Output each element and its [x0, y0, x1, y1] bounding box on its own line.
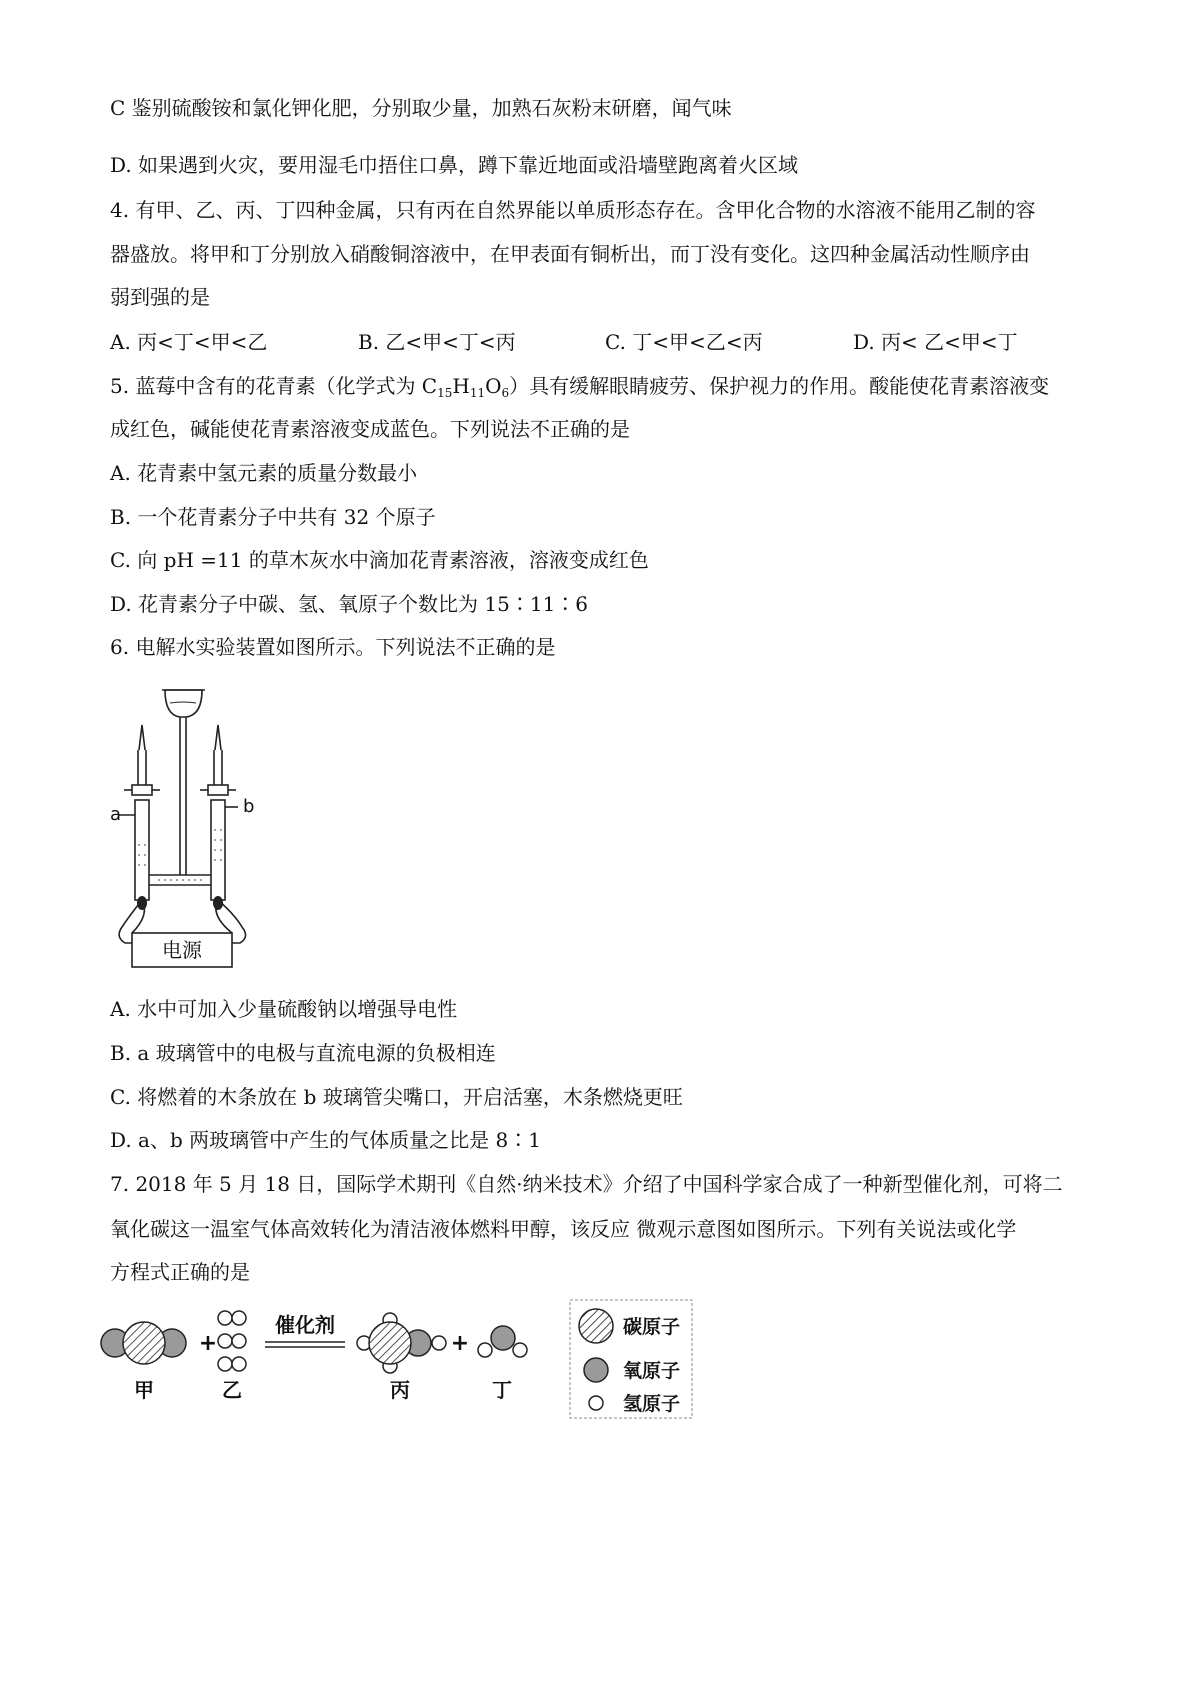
q7-stem-line2: 氧化碳这一温室气体高效转化为清洁液体燃料甲醇，该反应 微观示意图如图所示。下列有关说法或化学 — [110, 1217, 1017, 1241]
q4-option-a: A. 丙<丁<甲<乙 — [110, 330, 268, 354]
formula-h-count: 11 — [469, 386, 486, 400]
plus-sign-2: + — [450, 1331, 470, 1356]
q3-option-c: C 鉴别硫酸铵和氯化钾化肥，分别取少量，加熟石灰粉末研磨，闻气味 — [110, 96, 732, 120]
reaction-micro-diagram — [100, 1298, 700, 1423]
legend-hydrogen: 氢原子 — [623, 1393, 681, 1415]
q4-stem-line1: 4. 有甲、乙、丙、丁四种金属，只有丙在自然界能以单质形态存在。含甲化合物的水溶液不能用乙制的容 — [110, 198, 1036, 222]
q4-option-c: C. 丁<甲<乙<丙 — [605, 330, 763, 354]
oxygen-atom-icon — [584, 1358, 608, 1382]
q3-option-d: D. 如果遇到火灾，要用湿毛巾捂住口鼻，蹲下靠近地面或沿墙壁跑离着火区域 — [110, 153, 799, 177]
q7-stem-line1: 7. 2018 年 5 月 18 日，国际学术期刊《自然·纳米技术》介绍了中国科学家合成了一种新型催化剂，可将二 — [110, 1172, 1063, 1196]
plus-sign-1: + — [198, 1331, 218, 1356]
q7-stem-line3: 方程式正确的是 — [110, 1260, 250, 1284]
molecule-yi — [218, 1311, 246, 1371]
molecule-jia — [101, 1322, 186, 1364]
q4-stem-line2: 器盛放。将甲和丁分别放入硝酸铜溶液中，在甲表面有铜析出，而丁没有变化。这四种金属活动性顺序由 — [110, 242, 1030, 266]
catalyst-label: 催化剂 — [275, 1313, 335, 1337]
q5-stem-pre: 5. 蓝莓中含有的花青素（化学式为 C — [110, 374, 438, 398]
q6-option-b: B. a 玻璃管中的电极与直流电源的负极相连 — [110, 1041, 496, 1065]
q5-option-c: C. 向 pH =11 的草木灰水中滴加花青素溶液，溶液变成红色 — [110, 548, 649, 572]
molecule-bing — [357, 1313, 446, 1373]
power-supply-label: 电源 — [162, 938, 202, 962]
molecule-ding — [478, 1326, 527, 1357]
label-bing: 丙 — [390, 1378, 410, 1402]
q5-stem-line2: 成红色，碱能使花青素溶液变成蓝色。下列说法不正确的是 — [110, 417, 630, 441]
formula-h: H — [452, 374, 470, 398]
tube-a-label: a — [110, 804, 122, 825]
formula-o-count: 6 — [501, 386, 510, 400]
legend-carbon: 碳原子 — [623, 1316, 681, 1338]
q5-option-b: B. 一个花青素分子中共有 32 个原子 — [110, 505, 436, 529]
legend-box — [570, 1300, 692, 1418]
q4-stem-line3: 弱到强的是 — [110, 285, 210, 309]
q6-option-c: C. 将燃着的木条放在 b 玻璃管尖嘴口，开启活塞，木条燃烧更旺 — [110, 1085, 683, 1109]
tube-b-label: b — [243, 796, 255, 817]
q6-option-a: A. 水中可加入少量硫酸钠以增强导电性 — [110, 997, 458, 1021]
q6-stem: 6. 电解水实验装置如图所示。下列说法不正确的是 — [110, 635, 556, 659]
hydrogen-atom-icon — [589, 1396, 603, 1410]
q5-stem-line1 — [110, 373, 1049, 399]
q6-option-d: D. a、b 两玻璃管中产生的气体质量之比是 8∶1 — [110, 1128, 541, 1152]
label-ding: 丁 — [492, 1378, 512, 1402]
legend-oxygen: 氧原子 — [623, 1360, 681, 1382]
q5-stem-post: ）具有缓解眼睛疲劳、保护视力的作用。酸能使花青素溶液变 — [509, 374, 1050, 398]
q4-option-d: D. 丙< 乙<甲<丁 — [853, 330, 1018, 354]
q5-option-a: A. 花青素中氢元素的质量分数最小 — [110, 461, 418, 485]
formula-c-count: 15 — [437, 386, 453, 400]
electrolysis-apparatus-figure — [110, 675, 280, 980]
formula-o: O — [485, 374, 502, 398]
q4-option-b: B. 乙<甲<丁<丙 — [358, 330, 516, 354]
label-jia: 甲 — [134, 1378, 154, 1402]
carbon-atom-icon — [579, 1309, 613, 1343]
label-yi: 乙 — [222, 1378, 242, 1402]
q5-option-d: D. 花青素分子中碳、氢、氧原子个数比为 15∶11∶6 — [110, 592, 589, 616]
